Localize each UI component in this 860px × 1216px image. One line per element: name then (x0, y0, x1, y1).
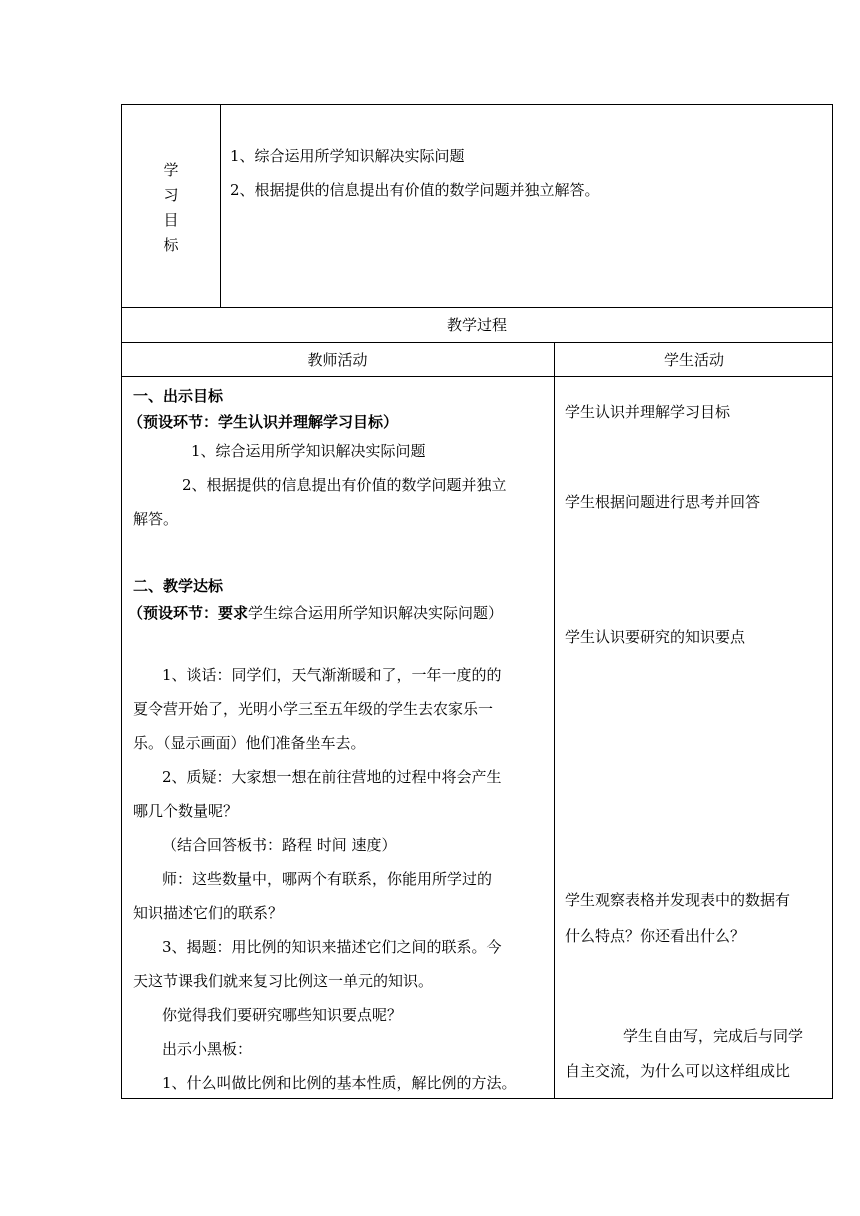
teacher-text: 师：这些数量中，哪两个有联系，你能用所学过的 (162, 870, 493, 888)
teacher-text: 1、谈话：同学们，天气渐渐暖和了，一年一度的的 (162, 666, 502, 684)
teacher-text: （结合回答板书：路程 时间 速度） (162, 836, 397, 854)
teacher-text: 出示小黑板： (162, 1040, 253, 1058)
student-column-header: 学生活动 (663, 351, 724, 369)
teacher-text: 乐。（显示画面）他们准备坐车去。 (133, 734, 366, 752)
section-heading: 二、教学达标 (133, 577, 224, 595)
teacher-column-header: 教师活动 (307, 351, 368, 369)
objective-item: 1、综合运用所学知识解决实际问题 (230, 147, 465, 165)
objective-item: 2、根据提供的信息提出有价值的数学问题并独立解答。 (230, 181, 600, 199)
objectives-label-char: 目 (163, 211, 179, 229)
teacher-text: 哪几个数量呢？ (133, 802, 239, 820)
student-text: 学生认识要研究的知识要点 (565, 628, 746, 646)
preset-note-bold: （预设环节：要求 (128, 604, 249, 622)
student-text: 学生根据问题进行思考并回答 (565, 493, 761, 511)
teacher-text: 天这节课我们就来复习比例这一单元的知识。 (133, 972, 434, 990)
teacher-text: 1、什么叫做比例和比例的基本性质，解比例的方法。 (162, 1074, 517, 1092)
process-title: 教学过程 (446, 316, 507, 334)
divider-column-headers-bottom (121, 376, 833, 377)
teacher-text: 知识描述它们的联系？ (133, 904, 284, 922)
teacher-text: 1、综合运用所学知识解决实际问题 (191, 442, 426, 460)
divider-process-title-bottom (121, 342, 833, 343)
teacher-text: 夏令营开始了，光明小学三至五年级的学生去农家乐一 (133, 700, 494, 718)
section-heading: 一、出示目标 (133, 387, 224, 405)
teacher-text: 你觉得我们要研究哪些知识要点呢？ (162, 1006, 403, 1024)
objectives-label-char: 学 (163, 161, 179, 179)
teacher-text: 2、质疑：大家想一想在前往营地的过程中将会产生 (162, 768, 502, 786)
student-text: 学生观察表格并发现表中的数据有 (565, 891, 791, 909)
divider-objectives-bottom (121, 307, 833, 308)
objectives-label-char: 标 (163, 236, 179, 254)
objectives-label-char: 习 (163, 186, 179, 204)
preset-note (128, 603, 503, 623)
preset-note: （预设环节：学生认识并理解学习目标） (128, 413, 399, 431)
divider-objectives-label (220, 104, 221, 307)
teacher-text: 解答。 (133, 510, 179, 528)
preset-note-rest: 学生综合运用所学知识解决实际问题） (248, 604, 504, 622)
student-text: 什么特点？你还看出什么？ (565, 927, 746, 945)
teacher-text: 2、根据提供的信息提出有价值的数学问题并独立 (182, 476, 507, 494)
divider-activity-columns (554, 342, 555, 1099)
student-text: 学生自由写，完成后与同学 (623, 1027, 804, 1045)
student-text: 自主交流，为什么可以这样组成比 (565, 1062, 791, 1080)
teacher-text: 3、揭题：用比例的知识来描述它们之间的联系。今 (162, 938, 502, 956)
student-text: 学生认识并理解学习目标 (565, 403, 731, 421)
